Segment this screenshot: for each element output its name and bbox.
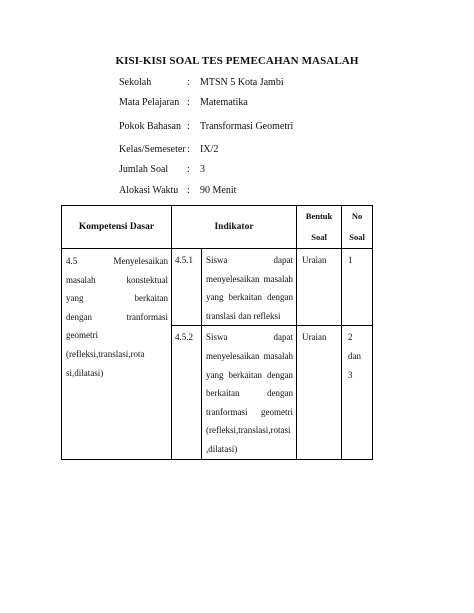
- info-label: Kelas/Semeseter: [119, 144, 186, 155]
- header-bentuk-soal: [297, 206, 342, 249]
- info-colon: :: [187, 77, 190, 88]
- info-value: Matematika: [200, 97, 248, 108]
- header-kompetensi-dasar: Kompetensi Dasar: [62, 206, 172, 249]
- kd-line: si,dilatasi): [66, 367, 104, 378]
- info-value: Transformasi Geometri: [200, 121, 294, 132]
- indikator-line: tranformasi geometri: [206, 406, 294, 417]
- indikator-line: menyelesaikan masalah: [206, 350, 294, 361]
- no-soal-value: 1: [348, 255, 353, 265]
- no-soal-cell: [342, 249, 373, 326]
- indikator-line: Siswa dapat: [206, 255, 294, 265]
- header-bentuk-line1: Bentuk: [305, 211, 333, 221]
- no-soal-cell: [342, 326, 373, 459]
- kd-line: yang berkaitan: [66, 293, 168, 304]
- indikator-line: ,dilatasi): [206, 443, 238, 454]
- info-value: IX/2: [200, 144, 219, 155]
- info-colon: :: [187, 164, 190, 175]
- indikator-line: translasi dan refleksi: [206, 310, 281, 321]
- no-soal-value: 2: [348, 332, 353, 343]
- header-no-soal: [342, 206, 373, 249]
- indikator-number: 4.5.2: [172, 326, 202, 459]
- header-no-line1: No: [351, 211, 363, 221]
- info-value: 3: [200, 164, 205, 175]
- indikator-text: [202, 249, 297, 326]
- info-value: 90 Menit: [200, 185, 237, 196]
- header-bentuk-line2: Soal: [311, 232, 327, 242]
- info-colon: :: [187, 144, 190, 155]
- kisi-table: [61, 205, 373, 460]
- bentuk-soal-cell: Uraian: [297, 326, 342, 459]
- kd-line: dengan tranformasi: [66, 311, 168, 322]
- header-no-line2: Soal: [349, 232, 365, 242]
- header-indikator: Indikator: [172, 206, 297, 249]
- info-colon: :: [187, 97, 190, 108]
- table-row: [62, 249, 373, 326]
- info-label: Mata Pelajaran: [119, 97, 180, 108]
- indikator-line: yang berkaitan dengan: [206, 292, 294, 303]
- kd-line: 4.5 Menyelesaikan: [66, 256, 168, 266]
- bentuk-soal-cell: Uraian: [297, 249, 342, 326]
- indikator-line: berkaitan dengan: [206, 388, 294, 399]
- indikator-text: [202, 326, 297, 459]
- indikator-line: menyelesaikan masalah: [206, 273, 294, 284]
- info-colon: :: [187, 185, 190, 196]
- kompetensi-dasar-cell: [62, 249, 172, 460]
- info-label: Sekolah: [119, 77, 152, 88]
- header-row: [62, 206, 373, 249]
- info-value: MTSN 5 Kota Jambi: [200, 77, 284, 88]
- info-colon: :: [187, 121, 190, 132]
- kd-line: masalah konstektual: [66, 274, 168, 285]
- indikator-line: (refleksi,translasi,rotasi: [206, 425, 291, 436]
- kd-line: (refleksi,translasi,rota: [66, 348, 145, 359]
- indikator-line: yang berkaitan dengan: [206, 369, 294, 380]
- info-label: Jumlah Soal: [119, 164, 169, 175]
- kd-line: geometri: [66, 330, 98, 341]
- document-title: KISI-KISI SOAL TES PEMECAHAN MASALAH: [115, 55, 359, 67]
- no-soal-value: 3: [348, 370, 353, 381]
- indikator-number: 4.5.1: [172, 249, 202, 326]
- info-label: Alokasi Waktu: [119, 185, 179, 196]
- indikator-line: Siswa dapat: [206, 332, 294, 343]
- no-soal-value: dan: [348, 351, 362, 362]
- info-label: Pokok Bahasan: [119, 121, 181, 132]
